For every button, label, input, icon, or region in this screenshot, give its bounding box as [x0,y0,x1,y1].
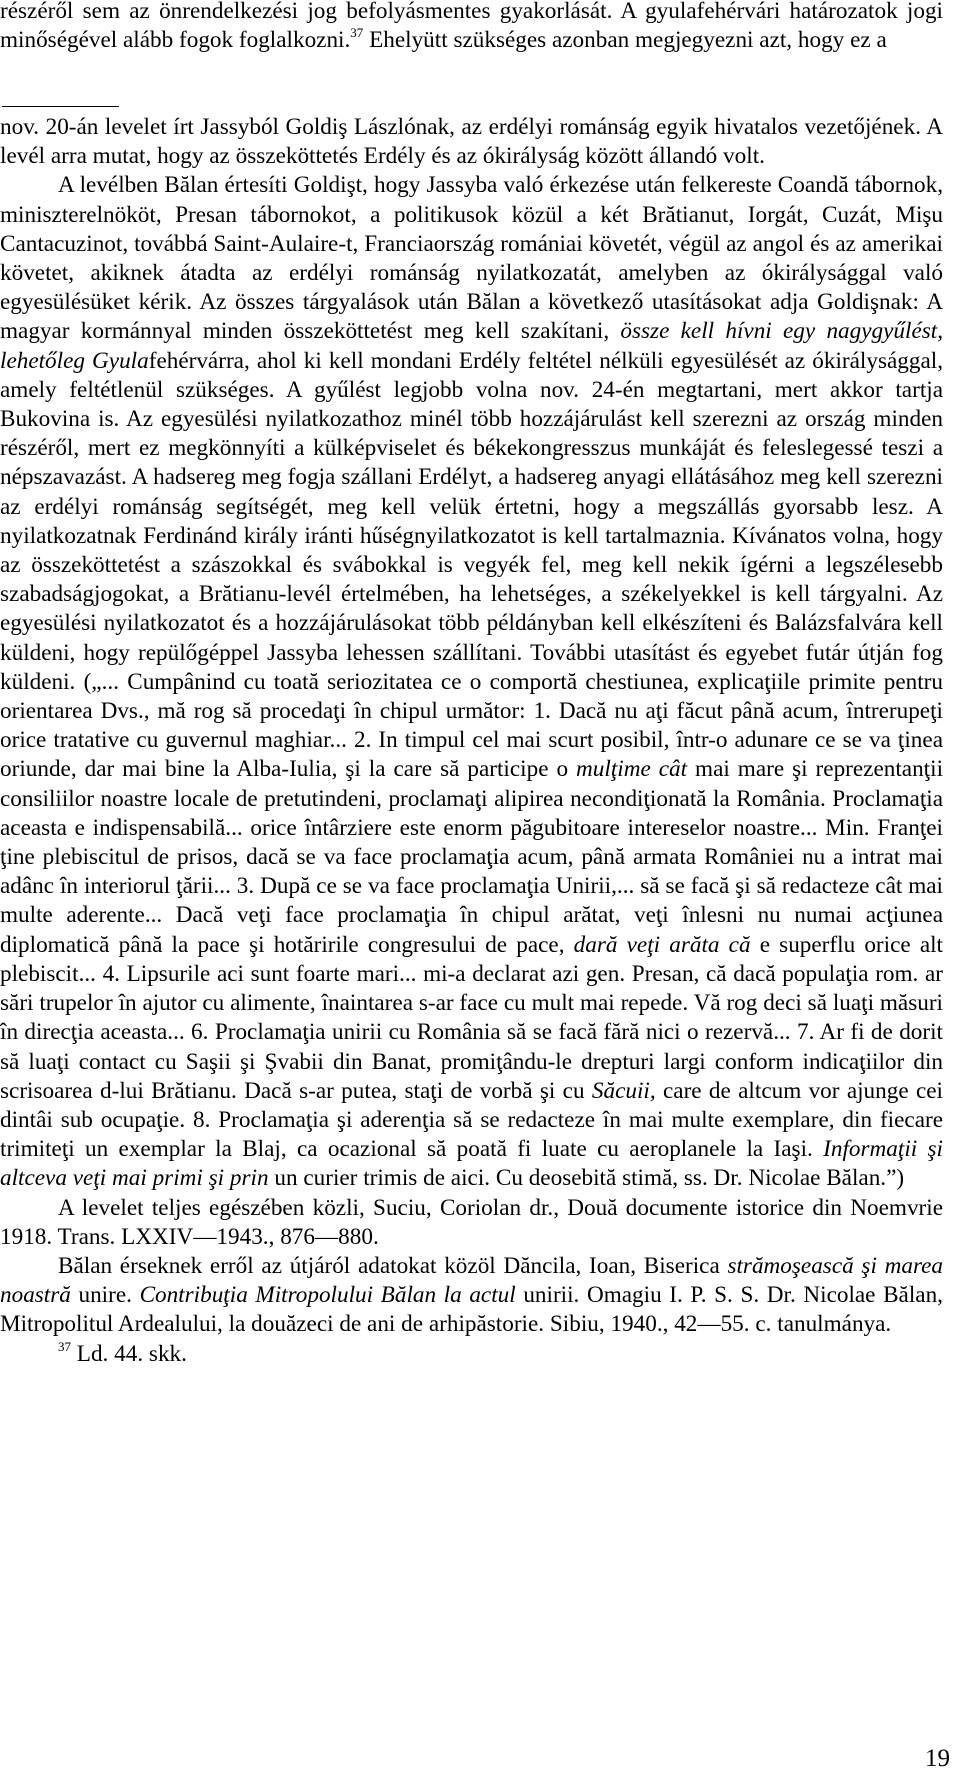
footnote-separator [2,106,119,107]
text-run: e superflu orice alt plebiscit... 4. Lipsurile aci sunt foarte mari... mi-a declarat azi gen. Presan, că dacă populaţia rom. ar sări trupelor în ajutor cu alimente, înaintarea s-ar face cu mult mai repede. Vă rog deci să luaţi măsuri în direcţia aceasta... 6. Proclamaţia unirii cu România să se facă fără nici o rezervă... 7. Ar fi de dorit să luaţi contact cu Saşii şi Şvabii din Banat, promiţându-le drepturi largi conform indicaţiilor din scrisoarea d-lui Brătianu. Dacă s-ar putea, staţi de vorbă şi cu [0,931,943,1104]
italic-run: Informaţii şi altceva veţi mai primi şi prin [0,1136,943,1192]
italic-run: Contribuţia Mitropolului Bălan la actul [139,1282,516,1309]
text-run: care de altcum vor ajunge cei dintâi sub ocupaţie. 8. Proclamaţia şi aderenţia să se redacteze în mai multe exemplare, din fiecare trimiteţi un exemplar la Blaj, ca ocazional să poată fi luate cu aeroplanele la Iaşi. [0,1077,943,1163]
text-run: fehérvárra, ahol ki kell mondani Erdély feltétel nélküli egyesülését az ókirálysággal, amely feltétlenül szükséges. A gyűlést legjobb volna nov. 24-én megtartani, mert akkor tartja Bukovina is. Az egyesülési nyilatkozathoz minél több hozzájárulást kell szerezni az ország minden részéről, mert ez megkönnyíti a külképviselet és békekongresszus munkáját és feleslegessé teszi a népszavazást. A hadsereg meg fogja szállani Erdélyt, a hadsereg anyagi ellátásához meg kell szerezni az erdélyi románság segítségét, meg kell velük értetni, hogy a megszállás gyorsabb lesz. A nyilatkozatnak Ferdinánd király iránti hűségnyilatkozatot is kell tartalmaznia. Kívánatos volna, hogy az összeköttetést a szászokkal és svábokkal is vegyék fel, meg kell nekik ígérni a legszélesebb szabadságjogokat, a Brătianu-levél értelmében, ha lehetséges, a székelyekkel is kell tárgyalni. Az egyesülési nyilatkozatot és a hozzájárulásokat több példányban kell elkészíteni és Balázsfalvára kell küldeni, hogy repülőgéppel Jassyba lehessen szállítani. További utasítást és egyebet futár útján fog küldeni. („... Cumpânind cu toată seriozitatea ce o comportă chestiunea, explicaţiile primite pentru orientarea Dvs., mă rog să procedaţi în chipul următor: 1. Dacă nu aţi făcut până acum, întrerupeţi orice tratative cu guvernul maghiar... 2. In timpul cel mai scurt posibil, într-o adunare ce se va ţinea oriunde, dar mai bine la Alba-Iulia, şi la care să participe o [0,347,943,783]
text-run: A levélben Bălan értesíti Goldişt, hogy Jassyba való érkezése után felkereste Coandă tábornok, miniszterelnököt, Presan tábornokot, a politikusok közül a két Brătianut, Iorgát, Cuzát, Mişu Cantacuzinot, továbbá Saint-Aulaire-t, Franciaország romániai követét, végül az angol és az amerikai követet, akiknek átadta az erdélyi románság nyilatkozatát, amelyben az ókirálysággal való egyesülésüket kérik. Az összes tárgyalások után Bălan a következő utasításokat adja Goldişnak: A magyar kormánnyal minden összeköttetést meg kell szakítani, [0,172,943,345]
italic-run: Săcuii, [591,1077,656,1104]
main-paragraph [0,0,943,55]
footnote-reference: 37 [350,25,364,41]
text-run: un curier trimis de aici. Cu deosebită stimă, ss. Dr. Nicolae Bălan.”) [268,1165,905,1192]
footnote-source-paragraph: A levelet teljes egészében közli, Suciu, Coriolan dr., Două documente istorice din Noemvrie 1918. Trans. LXXIV—1943., 876—880. [0,1194,943,1250]
footnote-letter-paragraph [0,171,943,1193]
italic-run: strămoşească şi marea noastră [0,1252,943,1309]
paragraph-text-end: Ehelyütt szükséges azonban megjegyezni azt, hogy ez a [363,27,887,54]
footnote-area [0,113,943,1369]
footnote-number: 37 [58,1338,71,1354]
body-text [0,0,943,55]
footnote-text: Ld. 44. skk. [71,1340,187,1367]
text-run: mai mare şi reprezentanţii consiliilor noastre locale de pretutindeni, proclamaţi alipirea necondiţionată la România. Proclamaţia aceasta e indispensabilă... orice întârziere este enorm păgubitoare intereselor noastre... Min. Franţei ţine plebiscitul de prisos, dacă se va face proclamaţia acum, până armata României nu a intrat mai adânc în interiorul ţării... 3. După ce se va face proclamaţia Unirii,... să se facă şi să redacteze cât mai multe aderente... Dacă veţi face proclamaţia în chipul arătat, veţi înlesni nu numai acţiunea diplomatică până la pace şi hotăririle congresului de pace, [0,756,944,958]
italic-run: mulţime cât [576,756,688,783]
footnote-continuation-paragraph: nov. 20-án levelet írt Jassyból Goldiş Lászlónak, az erdélyi románság egyik hivatalos vezetőjének. A levél arra mutat, hogy az összeköttetés Erdély és az ókirályság között állandó volt. [0,114,943,170]
italic-run: össze kell hívni egy nagygyűlést, lehetőleg Gyula [0,318,943,374]
footnote-reference-paragraph [0,1252,943,1340]
italic-run: dară veţi arăta că [573,931,751,958]
text-run: unire. [70,1282,140,1309]
text-run: Bălan érseknek erről az útjáról adatokat közöl Dăncila, Ioan, Biserica [58,1252,728,1279]
text-run: unirii. Omagiu I. P. S. S. Dr. Nicolae Bălan, Mitropolitul Ardealului, la douăzeci de ani de arhipăstorie. Sibiu, 1940., 42—55. c. tanulmánya. [0,1282,943,1338]
paragraph-text: részéről sem az önrendelkezési jog befolyásmentes gyakorlását. A gyulafehérvári határozatok jogi minőségével alább fogok foglalkozni. [0,0,943,54]
page-number: 19 [925,1745,950,1772]
footnote-37 [0,1340,943,1369]
